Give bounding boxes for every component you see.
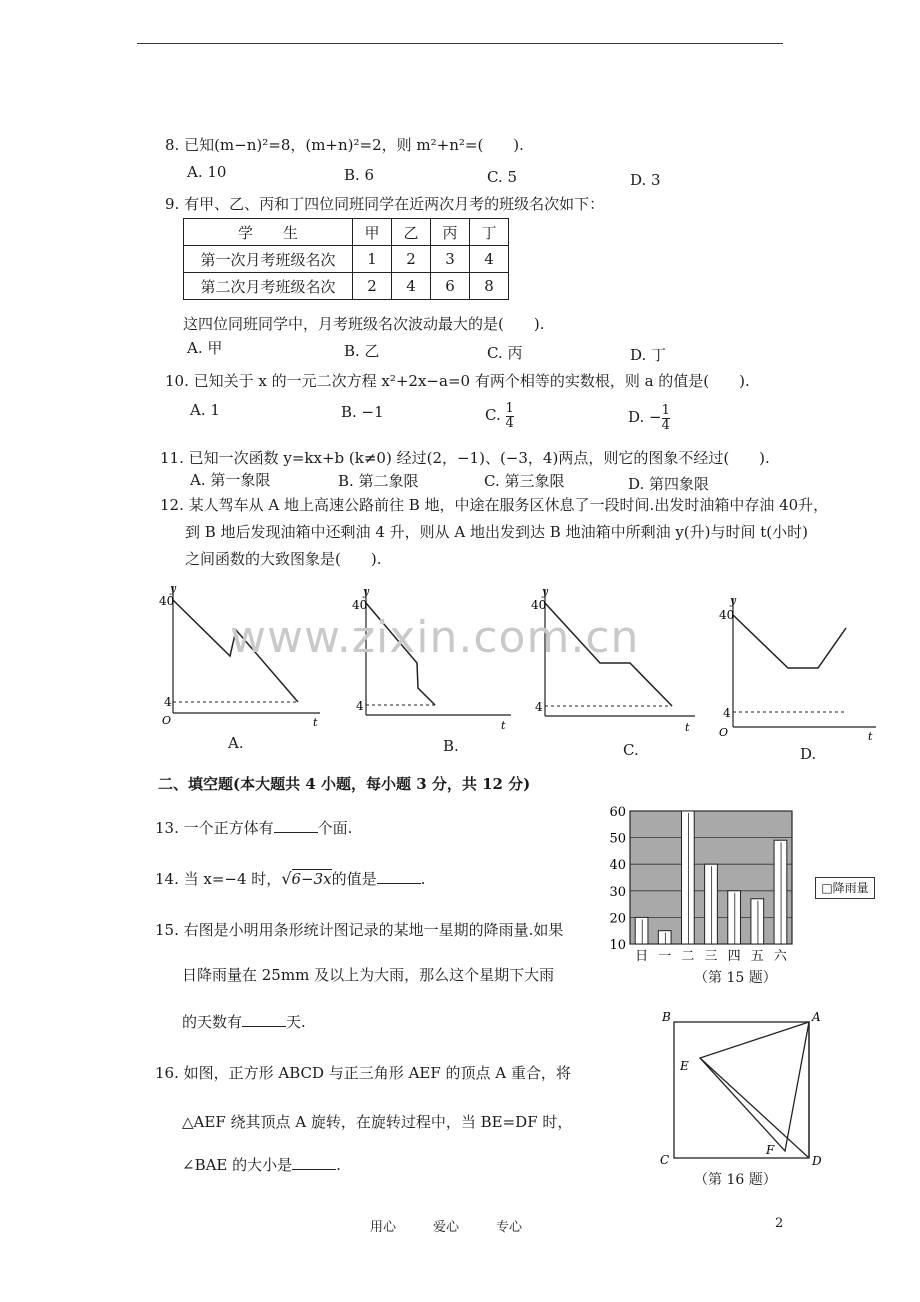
x-tick-label: 四 bbox=[727, 949, 741, 964]
table-row bbox=[184, 273, 509, 300]
graph-d bbox=[718, 590, 880, 740]
footer-text-1: 用心 bbox=[370, 1220, 397, 1235]
q10-option-d bbox=[628, 399, 670, 435]
square-abcd bbox=[674, 1022, 809, 1158]
bar bbox=[728, 891, 741, 944]
q11-option-c: C. 第三象限 bbox=[484, 472, 565, 490]
page-number: 2 bbox=[775, 1216, 784, 1231]
q16-caption: （第 16 题） bbox=[694, 1172, 777, 1188]
point-b-label: B bbox=[662, 1010, 671, 1024]
q11-option-a: A. 第一象限 bbox=[190, 471, 271, 489]
tick-4: 4 bbox=[723, 706, 731, 720]
q11-stem: 11. 已知一次函数 y=kx+b (k≠0) 经过(2，−1)、(−3，4)两点，则它的图象不经过( ). bbox=[160, 449, 770, 467]
bar bbox=[705, 864, 718, 944]
axis-y-label: y bbox=[730, 594, 737, 607]
bar bbox=[681, 811, 694, 944]
q13-post: 个面. bbox=[317, 819, 353, 837]
axis-x-label: t bbox=[868, 730, 873, 740]
table-cell: 第一次月考班级名次 bbox=[184, 246, 353, 273]
q10-option-c bbox=[485, 397, 514, 433]
y-tick-label: 50 bbox=[609, 831, 626, 847]
graph-b-label: B. bbox=[443, 737, 459, 755]
rainfall-bar-chart bbox=[600, 803, 800, 968]
table-cell: 丁 bbox=[470, 219, 509, 246]
graph-a-label: A. bbox=[228, 734, 244, 752]
point-f-label: F bbox=[766, 1143, 775, 1157]
q14: 14. 当 x=−4 时，√6−3x的值是 . bbox=[155, 869, 426, 888]
table-cell: 2 bbox=[392, 246, 431, 273]
q8-option-b: B. 6 bbox=[344, 166, 375, 184]
q12-line3: 之间函数的大致图象是( ). bbox=[185, 550, 382, 568]
answer-blank bbox=[377, 869, 421, 884]
point-a-label: A bbox=[812, 1010, 821, 1024]
x-tick-label: 一 bbox=[658, 949, 672, 964]
triangle-aef bbox=[700, 1022, 809, 1151]
axis-y-label: y bbox=[542, 585, 549, 598]
origin-label: O bbox=[719, 726, 729, 739]
q12-line1: 12. 某人驾车从 A 地上高速公路前往 B 地，中途在服务区休息了一段时间.出发时油箱中存油 40升， bbox=[160, 496, 829, 514]
point-d-label: D bbox=[812, 1154, 822, 1168]
bar bbox=[635, 917, 648, 944]
q8-stem: 8. 已知(m−n)²=8，(m+n)²=2，则 m²+n²=( ). bbox=[165, 136, 524, 154]
q13 bbox=[155, 818, 352, 838]
x-tick-label: 日 bbox=[635, 949, 649, 964]
q15-line3 bbox=[182, 1012, 306, 1032]
answer-blank bbox=[242, 1012, 286, 1027]
answer-blank bbox=[292, 1155, 336, 1170]
q8-option-a: A. 10 bbox=[187, 163, 227, 181]
q11-option-d: D. 第四象限 bbox=[628, 475, 710, 493]
q9-stem: 9. 有甲、乙、丙和丁四位同班同学在近两次月考的班级名次如下： bbox=[165, 195, 605, 213]
q8-option-c: C. 5 bbox=[487, 168, 518, 186]
q10-option-a: A. 1 bbox=[190, 401, 220, 419]
table-row bbox=[184, 219, 509, 246]
table-cell: 甲 bbox=[353, 219, 392, 246]
fraction bbox=[662, 404, 670, 433]
q16-line3: ∠BAE 的大小是 . bbox=[182, 1156, 341, 1174]
graph-curve bbox=[733, 615, 846, 668]
table-cell: 乙 bbox=[392, 219, 431, 246]
tick-40: 40 bbox=[159, 594, 175, 608]
axis-y-label: y bbox=[170, 582, 177, 595]
tick-4: 4 bbox=[535, 700, 543, 714]
graph-d-label: D. bbox=[800, 745, 817, 763]
point-c-label: C bbox=[660, 1153, 670, 1167]
radicand: 6−3x bbox=[291, 870, 332, 888]
table-cell: 3 bbox=[431, 246, 470, 273]
y-tick-label: 60 bbox=[609, 805, 626, 820]
section-title: 二、填空题(本大题共 4 小题，每小题 3 分，共 12 分) bbox=[158, 775, 531, 793]
axis-x-label: t bbox=[685, 721, 690, 733]
q15-line1: 15. 右图是小明用条形统计图记录的某地一星期的降雨量.如果 bbox=[155, 921, 564, 939]
table-cell: 4 bbox=[470, 246, 509, 273]
x-tick-label: 六 bbox=[773, 949, 787, 964]
q16-line1: 16. 如图，正方形 ABCD 与正三角形 AEF 的顶点 A 重合，将 bbox=[155, 1064, 571, 1082]
axis-x-label: t bbox=[501, 719, 506, 732]
q11-option-b: B. 第二象限 bbox=[338, 472, 419, 490]
axis-x-label: t bbox=[313, 716, 318, 728]
table-cell: 4 bbox=[392, 273, 431, 300]
q10-option-c-label: C. bbox=[485, 406, 501, 424]
table-cell: 第二次月考班级名次 bbox=[184, 273, 353, 300]
square-triangle-figure bbox=[652, 1008, 827, 1170]
tick-4: 4 bbox=[356, 699, 364, 713]
q16-line2: △AEF 绕其顶点 A 旋转，在旋转过程中，当 BE=DF 时， bbox=[182, 1113, 573, 1131]
q9-option-c: C. 丙 bbox=[487, 344, 523, 362]
origin-label: O bbox=[162, 714, 172, 727]
q15-line3-post: 天. bbox=[286, 1013, 306, 1031]
x-tick-label: 三 bbox=[704, 949, 718, 964]
q9-tail: 这四位同班同学中，月考班级名次波动最大的是( ). bbox=[183, 315, 545, 333]
watermark: www.zixin.com.cn bbox=[230, 612, 640, 663]
bar bbox=[658, 931, 671, 944]
q14-post: 的值是 bbox=[331, 870, 377, 888]
tick-40: 40 bbox=[352, 598, 368, 612]
q12-line2: 到 B 地后发现油箱中还剩油 4 升，则从 A 地出发到达 B 地油箱中所剩油 y(升)与时间 t(小时) bbox=[185, 523, 809, 541]
header-rule bbox=[137, 43, 783, 44]
table-cell: 8 bbox=[470, 273, 509, 300]
chart-legend: □降雨量 bbox=[815, 877, 875, 899]
axis-y-label: y bbox=[363, 585, 370, 598]
y-tick-label: 10 bbox=[609, 938, 626, 953]
denominator: 4 bbox=[661, 417, 670, 433]
y-tick-label: 40 bbox=[609, 858, 626, 874]
numerator: 1 bbox=[661, 402, 670, 418]
denominator: 4 bbox=[505, 415, 514, 431]
bar bbox=[751, 899, 764, 944]
x-tick-label: 二 bbox=[681, 949, 695, 964]
table-cell: 丙 bbox=[431, 219, 470, 246]
q10-option-d-label: D. − bbox=[628, 408, 662, 426]
tick-40: 40 bbox=[531, 598, 547, 612]
tick-40: 40 bbox=[719, 608, 735, 622]
q14-pre: 14. 当 x=−4 时， bbox=[155, 870, 282, 888]
table-cell: 2 bbox=[353, 273, 392, 300]
table-cell: 学 生 bbox=[184, 219, 353, 246]
q15-caption: （第 15 题） bbox=[694, 970, 777, 986]
y-tick-label: 20 bbox=[609, 911, 626, 927]
graph-c-label: C. bbox=[623, 741, 639, 759]
sqrt-icon: √ bbox=[281, 869, 292, 888]
q13-pre: 13. 一个正方体有 bbox=[155, 819, 274, 837]
rank-table bbox=[183, 218, 509, 300]
footer-text-2: 爱心 bbox=[433, 1220, 460, 1235]
numerator: 1 bbox=[505, 400, 514, 416]
footer-text-3: 专心 bbox=[496, 1220, 523, 1235]
q8-option-d: D. 3 bbox=[630, 171, 661, 189]
point-e-label: E bbox=[680, 1059, 689, 1073]
x-tick-label: 五 bbox=[750, 949, 764, 964]
answer-blank bbox=[274, 818, 318, 833]
q10-stem: 10. 已知关于 x 的一元二次方程 x²+2x−a=0 有两个相等的实数根，则 a 的值是( ). bbox=[165, 372, 750, 390]
fraction bbox=[506, 402, 514, 431]
q9-option-d: D. 丁 bbox=[630, 346, 667, 364]
q10-option-b: B. −1 bbox=[341, 403, 384, 421]
q15-line2: 日降雨量在 25mm 及以上为大雨，那么这个星期下大雨 bbox=[182, 966, 555, 984]
tick-4: 4 bbox=[164, 695, 172, 709]
q16-line3-pre: ∠BAE 的大小是 bbox=[182, 1156, 293, 1174]
q15-line3-pre: 的天数有 bbox=[182, 1013, 243, 1031]
table-cell: 6 bbox=[431, 273, 470, 300]
table-row bbox=[184, 246, 509, 273]
y-tick-label: 30 bbox=[609, 884, 626, 900]
q9-option-b: B. 乙 bbox=[344, 342, 380, 360]
table-cell: 1 bbox=[353, 246, 392, 273]
q9-option-a: A. 甲 bbox=[187, 339, 223, 357]
bar bbox=[774, 840, 787, 944]
